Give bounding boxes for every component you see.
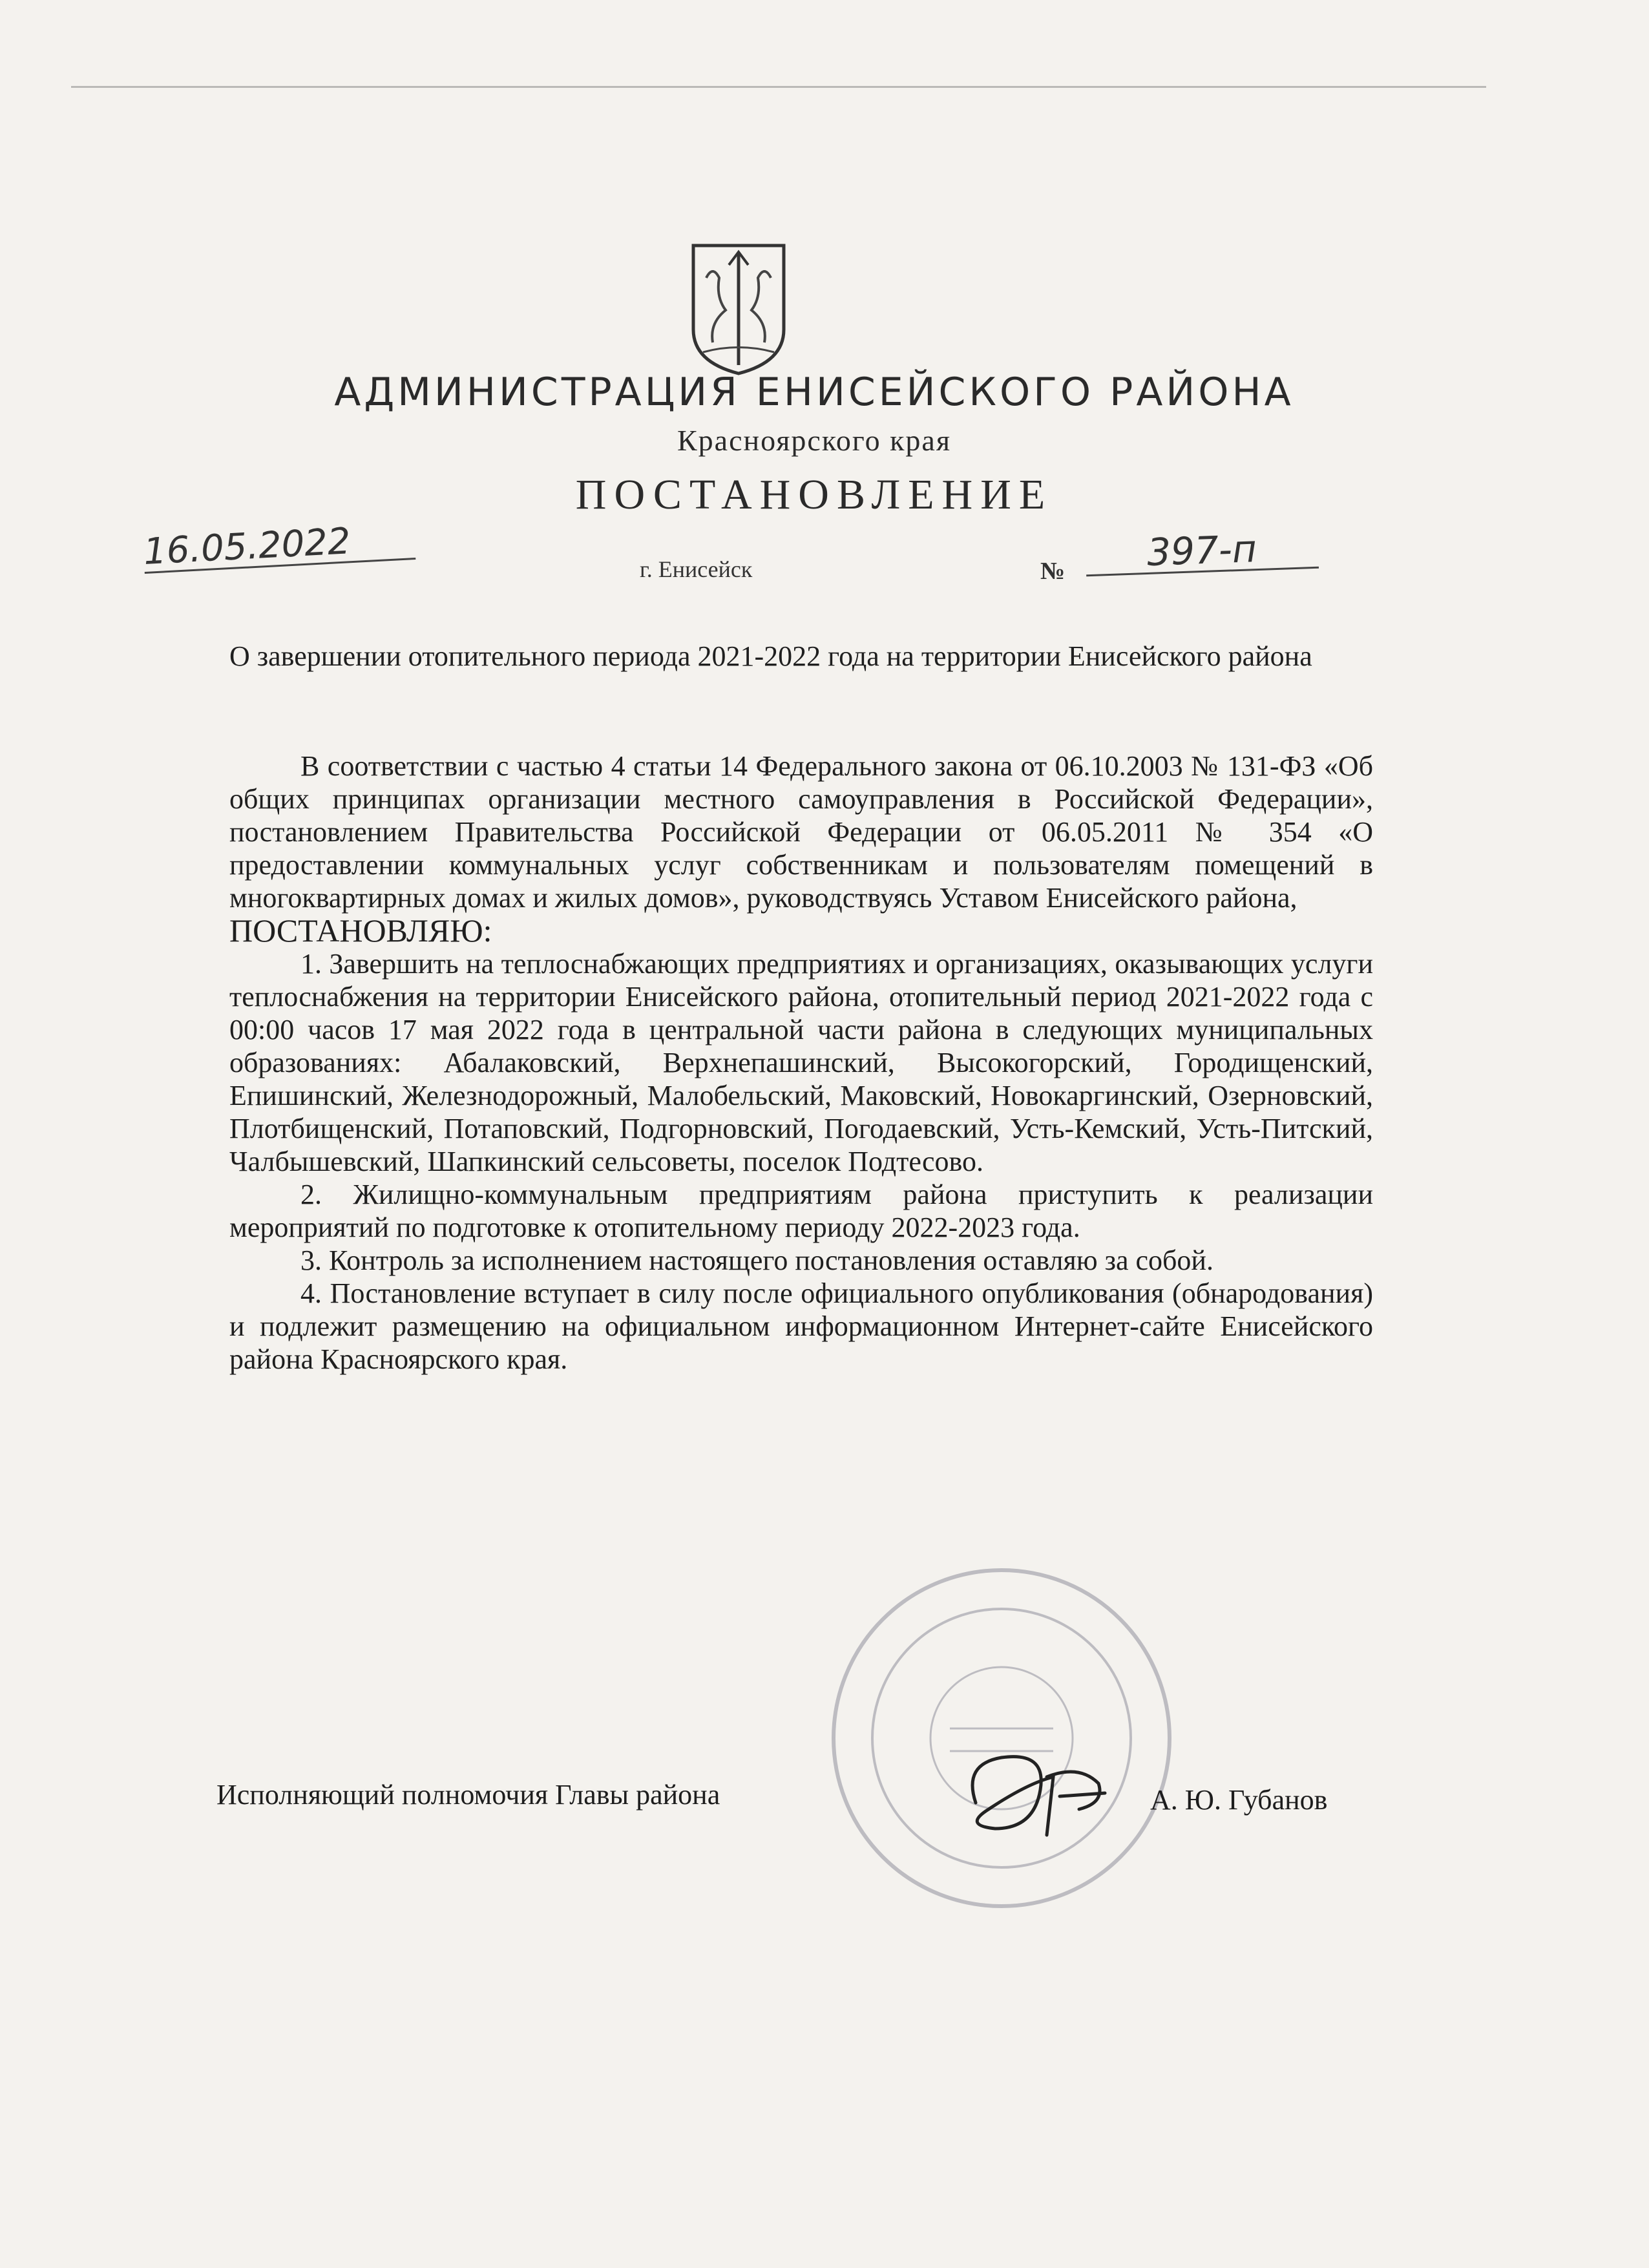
decree-item-3: 3. Контроль за исполнением настоящего постановления оставляю за собой.: [300, 1244, 1213, 1276]
coat-of-arms-icon: [684, 239, 793, 378]
signer-name: А. Ю. Губанов: [1150, 1784, 1328, 1816]
page-edge-line: [71, 86, 1486, 88]
organization-subtitle: Красноярского края: [677, 424, 951, 457]
signer-position: Исполняющий полномочия Главы района: [216, 1779, 720, 1811]
document-city: г. Енисейск: [640, 556, 753, 582]
decree-item-1: 1. Завершить на теплоснабжающих предприятиях и организациях, оказывающих услуги теплоснабжения на территории Енисейского района, отопительный период 2021-2022 года с 00:00 часов 17 мая 2022 года в центральной части района в следующих муниципальных образованиях: Абалаковский, Верхнепашинский, Высокогорский, Городищенский, Епишинский, Железнодорожный, Малобельский, Маковский, Новокаргинский, Озерновский, Плотбищенский, Потаповский, Подгорновский, Погодаевский, Усть-Кемский, Усть-Питский, Чалбышевский, Шапкинский сельсоветы, поселок Подтесово.: [229, 948, 1373, 1177]
decree-item-4: 4. Постановление вступает в силу после официального опубликования (обнародования) и подлежит размещению на официальном информационном Интернет-сайте Енисейского района Красноярского края.: [229, 1277, 1373, 1375]
document-number: 397-п: [1085, 527, 1319, 576]
document-type: ПОСТАНОВЛЕНИЕ: [575, 471, 1053, 518]
signature-icon: [950, 1738, 1124, 1848]
organization-title: АДМИНИСТРАЦИЯ ЕНИСЕЙСКОГО РАЙОНА: [334, 370, 1294, 415]
decree-item-2: 2. Жилищно-коммунальным предприятиям района приступить к реализации мероприятий по подготовке к отопительному периоду 2022-2023 года.: [229, 1179, 1373, 1243]
preamble-paragraph: В соответствии с частью 4 статьи 14 Федерального закона от 06.10.2003 № 131-ФЗ «Об общих принципах организации местного самоуправления в Российской Федерации», постановлением Правительства Российской Федерации от 06.05.2011 № 354 «О предоставлении коммунальных услуг собственникам и пользователям помещений в многоквартирных домах и жилых домов», руководствуясь Уставом Енисейского района,: [229, 750, 1373, 914]
document-number-label: №: [1040, 558, 1066, 585]
decree-word: ПОСТАНОВЛЯЮ:: [229, 912, 492, 949]
document-subject: О завершении отопительного периода 2021-2022 года на территории Енисейского района: [229, 640, 1312, 672]
document-body: [229, 750, 1373, 1376]
document-date: 16.05.2022: [143, 520, 416, 574]
